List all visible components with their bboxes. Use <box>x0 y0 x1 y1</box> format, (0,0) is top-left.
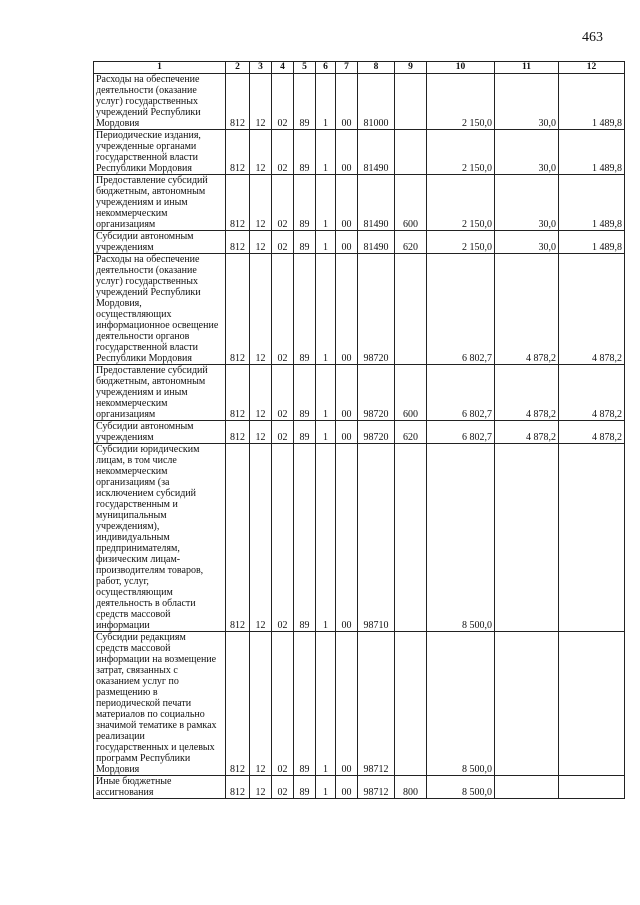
cell-c3: 12 <box>250 421 272 444</box>
cell-c12 <box>559 444 625 632</box>
cell-c5: 89 <box>294 421 316 444</box>
cell-c9: 600 <box>395 365 427 421</box>
cell-c8: 98712 <box>358 776 395 799</box>
cell-c12: 1 489,8 <box>559 130 625 175</box>
cell-c10: 6 802,7 <box>427 365 495 421</box>
table-row <box>94 175 625 231</box>
cell-c9 <box>395 444 427 632</box>
cell-c11: 30,0 <box>495 231 559 254</box>
cell-c10: 8 500,0 <box>427 444 495 632</box>
cell-c6: 1 <box>316 776 336 799</box>
cell-c12: 1 489,8 <box>559 231 625 254</box>
cell-c9: 620 <box>395 421 427 444</box>
table-row <box>94 365 625 421</box>
row-name: Расходы на обеспечение деятельности (оказание услуг) государственных учреждений Республики Мордовия, осуществляющих информационное освещение деятельности органов государственной власти Республики Мордовия <box>94 254 226 365</box>
table-row <box>94 254 625 365</box>
cell-c7: 00 <box>336 776 358 799</box>
cell-c11: 4 878,2 <box>495 254 559 365</box>
cell-c12: 1 489,8 <box>559 74 625 130</box>
table-row <box>94 130 625 175</box>
cell-c3: 12 <box>250 231 272 254</box>
cell-c12: 4 878,2 <box>559 365 625 421</box>
cell-c10: 2 150,0 <box>427 231 495 254</box>
cell-c7: 00 <box>336 421 358 444</box>
cell-c9 <box>395 254 427 365</box>
cell-c2: 812 <box>226 175 250 231</box>
cell-c4: 02 <box>272 632 294 776</box>
cell-c11 <box>495 776 559 799</box>
cell-c4: 02 <box>272 444 294 632</box>
col-header: 9 <box>395 62 427 74</box>
row-name: Иные бюджетные ассигнования <box>94 776 226 799</box>
cell-c8: 98710 <box>358 444 395 632</box>
cell-c5: 89 <box>294 254 316 365</box>
cell-c7: 00 <box>336 254 358 365</box>
cell-c7: 00 <box>336 365 358 421</box>
cell-c12 <box>559 776 625 799</box>
cell-c6: 1 <box>316 74 336 130</box>
cell-c3: 12 <box>250 130 272 175</box>
cell-c5: 89 <box>294 444 316 632</box>
table-row <box>94 776 625 799</box>
cell-c10: 8 500,0 <box>427 632 495 776</box>
cell-c6: 1 <box>316 175 336 231</box>
cell-c4: 02 <box>272 254 294 365</box>
cell-c10: 8 500,0 <box>427 776 495 799</box>
cell-c11: 4 878,2 <box>495 365 559 421</box>
cell-c10: 6 802,7 <box>427 254 495 365</box>
cell-c4: 02 <box>272 74 294 130</box>
col-header: 1 <box>94 62 226 74</box>
row-name: Субсидии юридическим лицам, в том числе некоммерческим организациям (за исключением субсидий государственным и муниципальным учреждениям), индивидуальным предпринимателям, физическим лицам- производителям товаров, работ, услуг, осуществляющим деятельность в области средств массовой информации <box>94 444 226 632</box>
cell-c7: 00 <box>336 231 358 254</box>
cell-c2: 812 <box>226 365 250 421</box>
cell-c11: 30,0 <box>495 74 559 130</box>
cell-c2: 812 <box>226 776 250 799</box>
cell-c8: 98720 <box>358 365 395 421</box>
cell-c10: 2 150,0 <box>427 74 495 130</box>
cell-c3: 12 <box>250 365 272 421</box>
cell-c2: 812 <box>226 231 250 254</box>
cell-c4: 02 <box>272 175 294 231</box>
cell-c3: 12 <box>250 632 272 776</box>
row-name: Расходы на обеспечение деятельности (оказание услуг) государственных учреждений Республики Мордовия <box>94 74 226 130</box>
cell-c11 <box>495 632 559 776</box>
cell-c9 <box>395 130 427 175</box>
table-row <box>94 632 625 776</box>
cell-c5: 89 <box>294 365 316 421</box>
row-name: Периодические издания, учрежденные органами государственной власти Республики Мордовия <box>94 130 226 175</box>
cell-c3: 12 <box>250 175 272 231</box>
cell-c6: 1 <box>316 130 336 175</box>
cell-c5: 89 <box>294 175 316 231</box>
cell-c12 <box>559 632 625 776</box>
cell-c7: 00 <box>336 632 358 776</box>
cell-c10: 6 802,7 <box>427 421 495 444</box>
cell-c10: 2 150,0 <box>427 130 495 175</box>
cell-c6: 1 <box>316 632 336 776</box>
table-row <box>94 74 625 130</box>
cell-c9 <box>395 74 427 130</box>
cell-c4: 02 <box>272 776 294 799</box>
cell-c3: 12 <box>250 254 272 365</box>
table-row <box>94 444 625 632</box>
table-row <box>94 421 625 444</box>
cell-c8: 81490 <box>358 130 395 175</box>
cell-c5: 89 <box>294 130 316 175</box>
cell-c6: 1 <box>316 365 336 421</box>
cell-c11: 30,0 <box>495 130 559 175</box>
col-header: 7 <box>336 62 358 74</box>
cell-c5: 89 <box>294 632 316 776</box>
cell-c11: 4 878,2 <box>495 421 559 444</box>
page-number: 463 <box>582 30 603 45</box>
cell-c9 <box>395 632 427 776</box>
col-header: 8 <box>358 62 395 74</box>
cell-c4: 02 <box>272 130 294 175</box>
row-name: Субсидии автономным учреждениям <box>94 231 226 254</box>
cell-c8: 98712 <box>358 632 395 776</box>
col-header: 12 <box>559 62 625 74</box>
cell-c7: 00 <box>336 175 358 231</box>
row-name: Субсидии редакциям средств массовой информации на возмещение затрат, связанных с оказанием услуг по размещению в периодической печати материалов по социально значимой тематике в рамках реализации государственных и целевых программ Республики Мордовия <box>94 632 226 776</box>
cell-c3: 12 <box>250 444 272 632</box>
cell-c5: 89 <box>294 74 316 130</box>
cell-c2: 812 <box>226 444 250 632</box>
cell-c11: 30,0 <box>495 175 559 231</box>
cell-c4: 02 <box>272 365 294 421</box>
col-header: 11 <box>495 62 559 74</box>
row-name: Предоставление субсидий бюджетным, автономным учреждениям и иным некоммерческим организациям <box>94 365 226 421</box>
cell-c7: 00 <box>336 130 358 175</box>
table-row <box>94 231 625 254</box>
col-header: 6 <box>316 62 336 74</box>
header-row <box>94 62 625 74</box>
cell-c12: 4 878,2 <box>559 254 625 365</box>
cell-c2: 812 <box>226 130 250 175</box>
cell-c6: 1 <box>316 231 336 254</box>
col-header: 10 <box>427 62 495 74</box>
cell-c9: 600 <box>395 175 427 231</box>
cell-c12: 4 878,2 <box>559 421 625 444</box>
col-header: 2 <box>226 62 250 74</box>
cell-c7: 00 <box>336 444 358 632</box>
cell-c2: 812 <box>226 421 250 444</box>
col-header: 4 <box>272 62 294 74</box>
row-name: Предоставление субсидий бюджетным, автономным учреждениям и иным некоммерческим организациям <box>94 175 226 231</box>
cell-c7: 00 <box>336 74 358 130</box>
cell-c9: 620 <box>395 231 427 254</box>
cell-c6: 1 <box>316 254 336 365</box>
cell-c12: 1 489,8 <box>559 175 625 231</box>
cell-c8: 98720 <box>358 421 395 444</box>
cell-c6: 1 <box>316 444 336 632</box>
cell-c5: 89 <box>294 776 316 799</box>
row-name: Субсидии автономным учреждениям <box>94 421 226 444</box>
col-header: 5 <box>294 62 316 74</box>
cell-c8: 81490 <box>358 175 395 231</box>
cell-c8: 81000 <box>358 74 395 130</box>
cell-c10: 2 150,0 <box>427 175 495 231</box>
cell-c4: 02 <box>272 231 294 254</box>
cell-c2: 812 <box>226 254 250 365</box>
col-header: 3 <box>250 62 272 74</box>
cell-c5: 89 <box>294 231 316 254</box>
cell-c4: 02 <box>272 421 294 444</box>
cell-c8: 98720 <box>358 254 395 365</box>
cell-c2: 812 <box>226 74 250 130</box>
cell-c3: 12 <box>250 776 272 799</box>
cell-c6: 1 <box>316 421 336 444</box>
cell-c3: 12 <box>250 74 272 130</box>
cell-c11 <box>495 444 559 632</box>
budget-table <box>93 61 625 799</box>
cell-c9: 800 <box>395 776 427 799</box>
cell-c2: 812 <box>226 632 250 776</box>
cell-c8: 81490 <box>358 231 395 254</box>
